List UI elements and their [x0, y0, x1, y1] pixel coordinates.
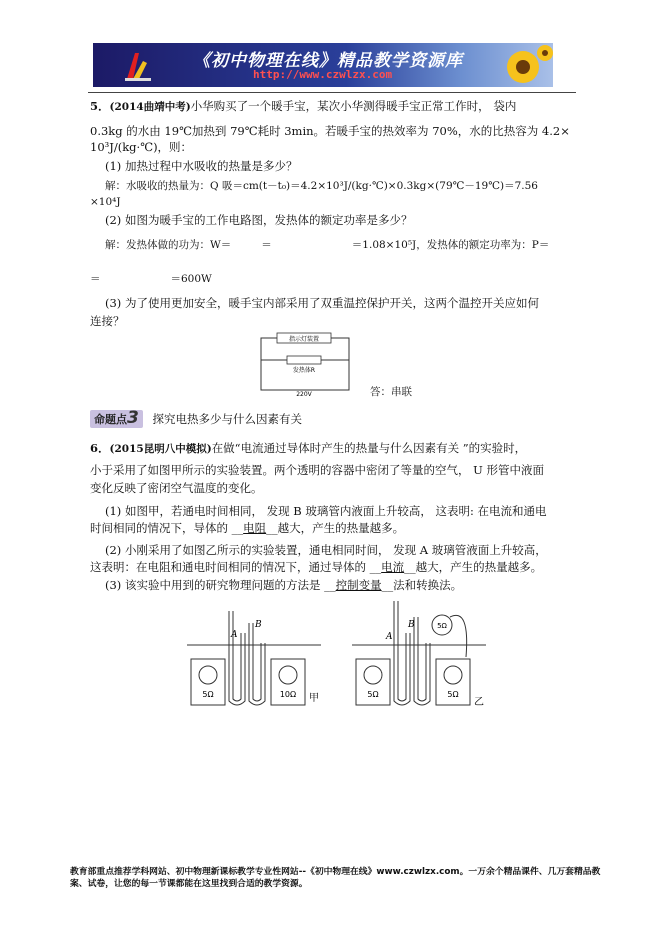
- circuit-label-heater: 发热体R: [292, 367, 316, 374]
- label-A-yi: A: [386, 632, 393, 642]
- q5-solution1a: 解：水吸收的热量为：Q 吸＝cm(t－t₀)＝4.2×10³J/(kg·℃)×0.3kg×(79℃－19℃)＝7.56: [105, 180, 538, 192]
- q5-part3b: 连接？: [90, 314, 125, 328]
- q5-line1: 5．(2014曲靖中考)小华购买了一个暖手宝，某次小华测得暖手宝正常工作时， 袋内: [90, 99, 517, 113]
- q5-solution2b: ＝ ＝600W: [90, 273, 212, 285]
- label-B-yi: B: [408, 620, 415, 630]
- q5-part1: (1) 加热过程中水吸收的热量是多少？: [105, 159, 298, 173]
- q6-part3: (3) 该实验中用到的研究物理问题的方法是 __控制变量__法和转换法。: [105, 578, 463, 592]
- header-divider: [88, 92, 576, 93]
- circuit-label-voltage: 220V: [296, 391, 312, 398]
- logo-icon: [123, 49, 153, 83]
- q5-part3a: (3) 为了使用更加安全，暖手宝内部采用了双重温控保护开关，这两个温控开关应如何: [105, 296, 539, 310]
- topic3-header: [90, 410, 302, 428]
- label-A: A: [231, 630, 238, 640]
- label-B: B: [255, 620, 262, 630]
- topic-tag: 命题点3: [90, 410, 143, 428]
- q6-line3: 变化反映了密闭空气温度的变化。: [90, 481, 263, 495]
- figure-label-yi: 乙: [474, 697, 484, 708]
- resistor-label-1: 5Ω: [202, 690, 214, 699]
- q5-part2: (2) 如图为暖手宝的工作电路图，发热体的额定功率是多少？: [105, 213, 413, 227]
- figure-yi: [350, 597, 490, 713]
- q6-part2a: (2) 小刚采用了如图乙所示的实验装置，通电相同时间， 发现 A 玻璃管液面上升较高，: [105, 543, 547, 557]
- q5-line2: 0.3kg 的水由 19℃加热到 79℃耗时 3min。若暖手宝的热效率为 70%，水的比热容为 4.2×: [90, 124, 570, 138]
- figure-label-jia: 甲: [309, 693, 319, 704]
- resistor-label-4: 5Ω: [447, 690, 459, 699]
- footer-text: 教育部重点推荐学科网站、初中物理新课标教学专业性网站--《初中物理在线》www.czwlzx.com。一万余个精品课件、几万套精品教案、试卷，让您的每一节课都能在这里找到合适的教学资源。: [70, 867, 601, 889]
- resistor-label-2: 10Ω: [279, 690, 297, 699]
- resistor-label-3: 5Ω: [367, 690, 379, 699]
- circuit-label-indicator: 指示灯装置: [288, 336, 320, 343]
- q6-part1a: (1) 如图甲，若通电时间相同， 发现 B 玻璃管内液面上升较高， 这表明: 在电流和通电: [105, 504, 547, 518]
- topic-title: 探究电热多少与什么因素有关: [152, 412, 302, 426]
- figure-jia: [185, 603, 325, 713]
- q6-line1: 6．(2015昆明八中模拟)在做“电流通过导体时产生的热量与什么因素有关 ”的实验时，: [90, 441, 527, 455]
- sunflower-icon: [493, 43, 553, 87]
- resistor-label-5: 5Ω: [437, 622, 447, 630]
- header-banner: [93, 43, 553, 87]
- q5-solution2a: 解：发热体做的功为：W＝ ＝ ＝1.08×10⁵J，发热体的额定功率为：P＝: [105, 239, 550, 251]
- circuit-diagram: [255, 330, 355, 398]
- q5-answer3: 答：串联: [370, 386, 412, 398]
- header-title: 《初中物理在线》精品教学资源库: [193, 51, 463, 71]
- q6-part1b: 时间相同的情况下，导体的 __电阻__越大，产生的热量越多。: [90, 521, 405, 535]
- q5-solution1b: ×10⁴J: [90, 196, 121, 208]
- q5-line3: 10³J/(kg·℃)，则：: [90, 140, 193, 154]
- q6-part2b: 这表明：在电阻和通电时间相同的情况下，通过导体的 __电流__越大，产生的热量越多。: [90, 560, 543, 574]
- q6-line2: 小于采用了如图甲所示的实验装置。两个透明的容器中密闭了等量的空气， U 形管中液面: [90, 463, 544, 477]
- header-url[interactable]: http://www.czwlzx.com: [253, 68, 393, 81]
